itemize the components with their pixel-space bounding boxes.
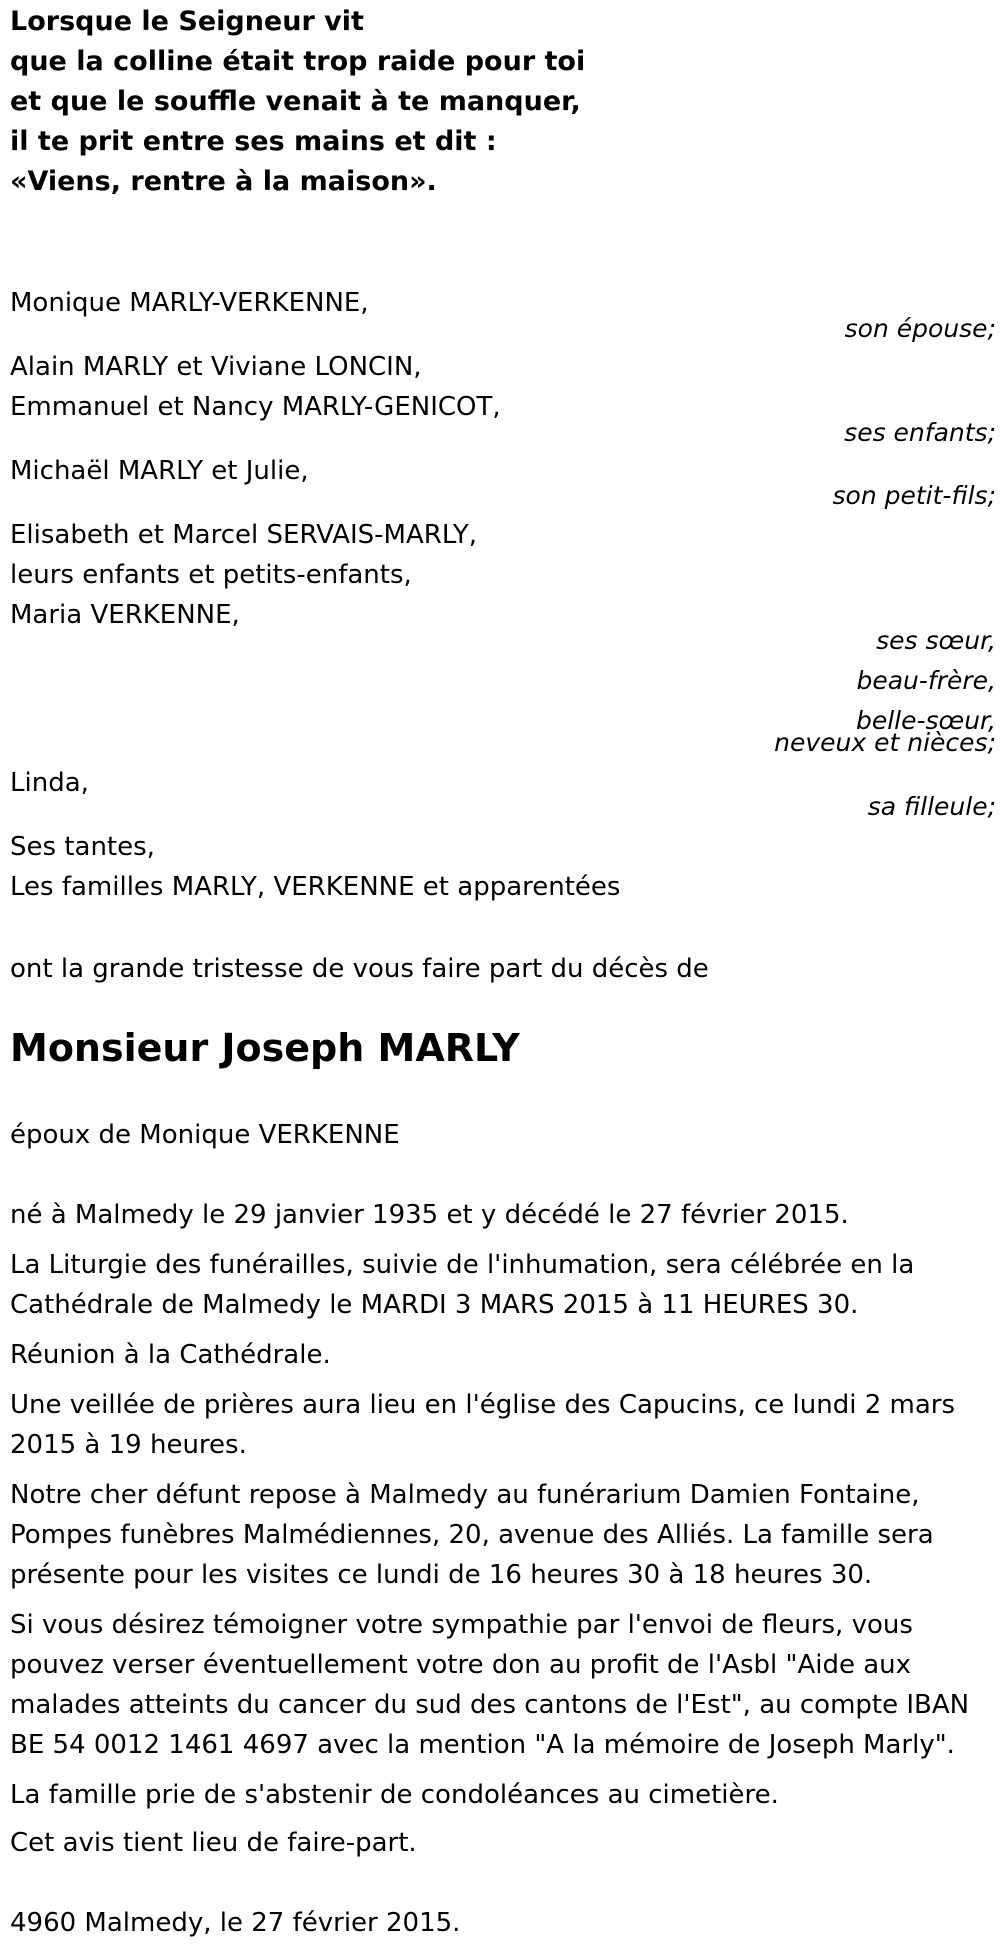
role-children: ses enfants;	[844, 418, 996, 447]
mourner-child-1: Alain MARLY et Viviane LONCIN,	[10, 352, 422, 382]
mourner-child-2: Emmanuel et Nancy MARLY-GENICOT,	[10, 392, 501, 422]
mourner-sibling-1: Elisabeth et Marcel SERVAIS-MARLY,	[10, 520, 478, 550]
detail-donation-2: pouvez verser éventuellement votre don au profit de l'Asbl "Aide aux	[10, 1650, 912, 1680]
role-goddaughter: sa filleule;	[867, 792, 996, 821]
detail-notice: Cet avis tient lieu de faire-part.	[10, 1828, 417, 1858]
role-brother-in-law: beau-frère,	[856, 666, 996, 695]
detail-liturgy-1: La Liturgie des funérailles, suivie de l'inhumation, sera célébrée en la	[10, 1250, 915, 1280]
footer-place-date: 4960 Malmedy, le 27 février 2015.	[10, 1908, 461, 1938]
deceased-spouse: époux de Monique VERKENNE	[10, 1120, 400, 1150]
role-spouse: son épouse;	[844, 314, 996, 343]
detail-funeral-home-3: présente pour les visites ce lundi de 16 heures 30 à 18 heures 30.	[10, 1560, 873, 1590]
role-sister: ses sœur,	[876, 626, 996, 655]
mourner-sibling-3: Maria VERKENNE,	[10, 600, 240, 630]
mourner-grandson: Michaël MARLY et Julie,	[10, 456, 309, 486]
poem-line-5: «Viens, rentre à la maison».	[10, 166, 437, 197]
detail-meeting: Réunion à la Cathédrale.	[10, 1340, 331, 1370]
deceased-name: Monsieur Joseph MARLY	[10, 1026, 520, 1070]
poem-line-4: il te prit entre ses mains et dit :	[10, 126, 497, 157]
detail-funeral-home-2: Pompes funèbres Malmédiennes, 20, avenue des Alliés. La famille sera	[10, 1520, 934, 1550]
detail-funeral-home-1: Notre cher défunt repose à Malmedy au funérarium Damien Fontaine,	[10, 1480, 920, 1510]
detail-donation-3: malades atteints du cancer du sud des cantons de l'Est", au compte IBAN	[10, 1690, 970, 1720]
detail-donation-4: BE 54 0012 1461 4697 avec la mention "A la mémoire de Joseph Marly".	[10, 1730, 955, 1760]
poem-line-3: et que le souffle venait à te manquer,	[10, 86, 581, 117]
mourner-families: Les familles MARLY, VERKENNE et apparentées	[10, 872, 621, 902]
role-nephews-nieces: neveux et nièces;	[774, 728, 996, 757]
poem-line-2: que la colline était trop raide pour toi	[10, 46, 586, 77]
poem-line-1: Lorsque le Seigneur vit	[10, 6, 364, 37]
detail-condolences: La famille prie de s'abstenir de condoléances au cimetière.	[10, 1780, 779, 1810]
role-grandson: son petit-fils;	[832, 481, 996, 510]
detail-vigil-2: 2015 à 19 heures.	[10, 1430, 247, 1460]
announcement-text: ont la grande tristesse de vous faire part du décès de	[10, 954, 709, 984]
mourner-aunts: Ses tantes,	[10, 832, 155, 862]
mourner-spouse: Monique MARLY-VERKENNE,	[10, 288, 369, 318]
detail-birth-death: né à Malmedy le 29 janvier 1935 et y décédé le 27 février 2015.	[10, 1200, 849, 1230]
detail-donation-1: Si vous désirez témoigner votre sympathie par l'envoi de fleurs, vous	[10, 1610, 913, 1640]
mourner-goddaughter: Linda,	[10, 768, 89, 798]
role-sister-in-law: belle-sœur,	[855, 706, 996, 735]
detail-vigil-1: Une veillée de prières aura lieu en l'église des Capucins, ce lundi 2 mars	[10, 1390, 956, 1420]
detail-liturgy-2: Cathédrale de Malmedy le MARDI 3 MARS 2015 à 11 HEURES 30.	[10, 1290, 859, 1320]
mourner-sibling-2: leurs enfants et petits-enfants,	[10, 560, 412, 590]
